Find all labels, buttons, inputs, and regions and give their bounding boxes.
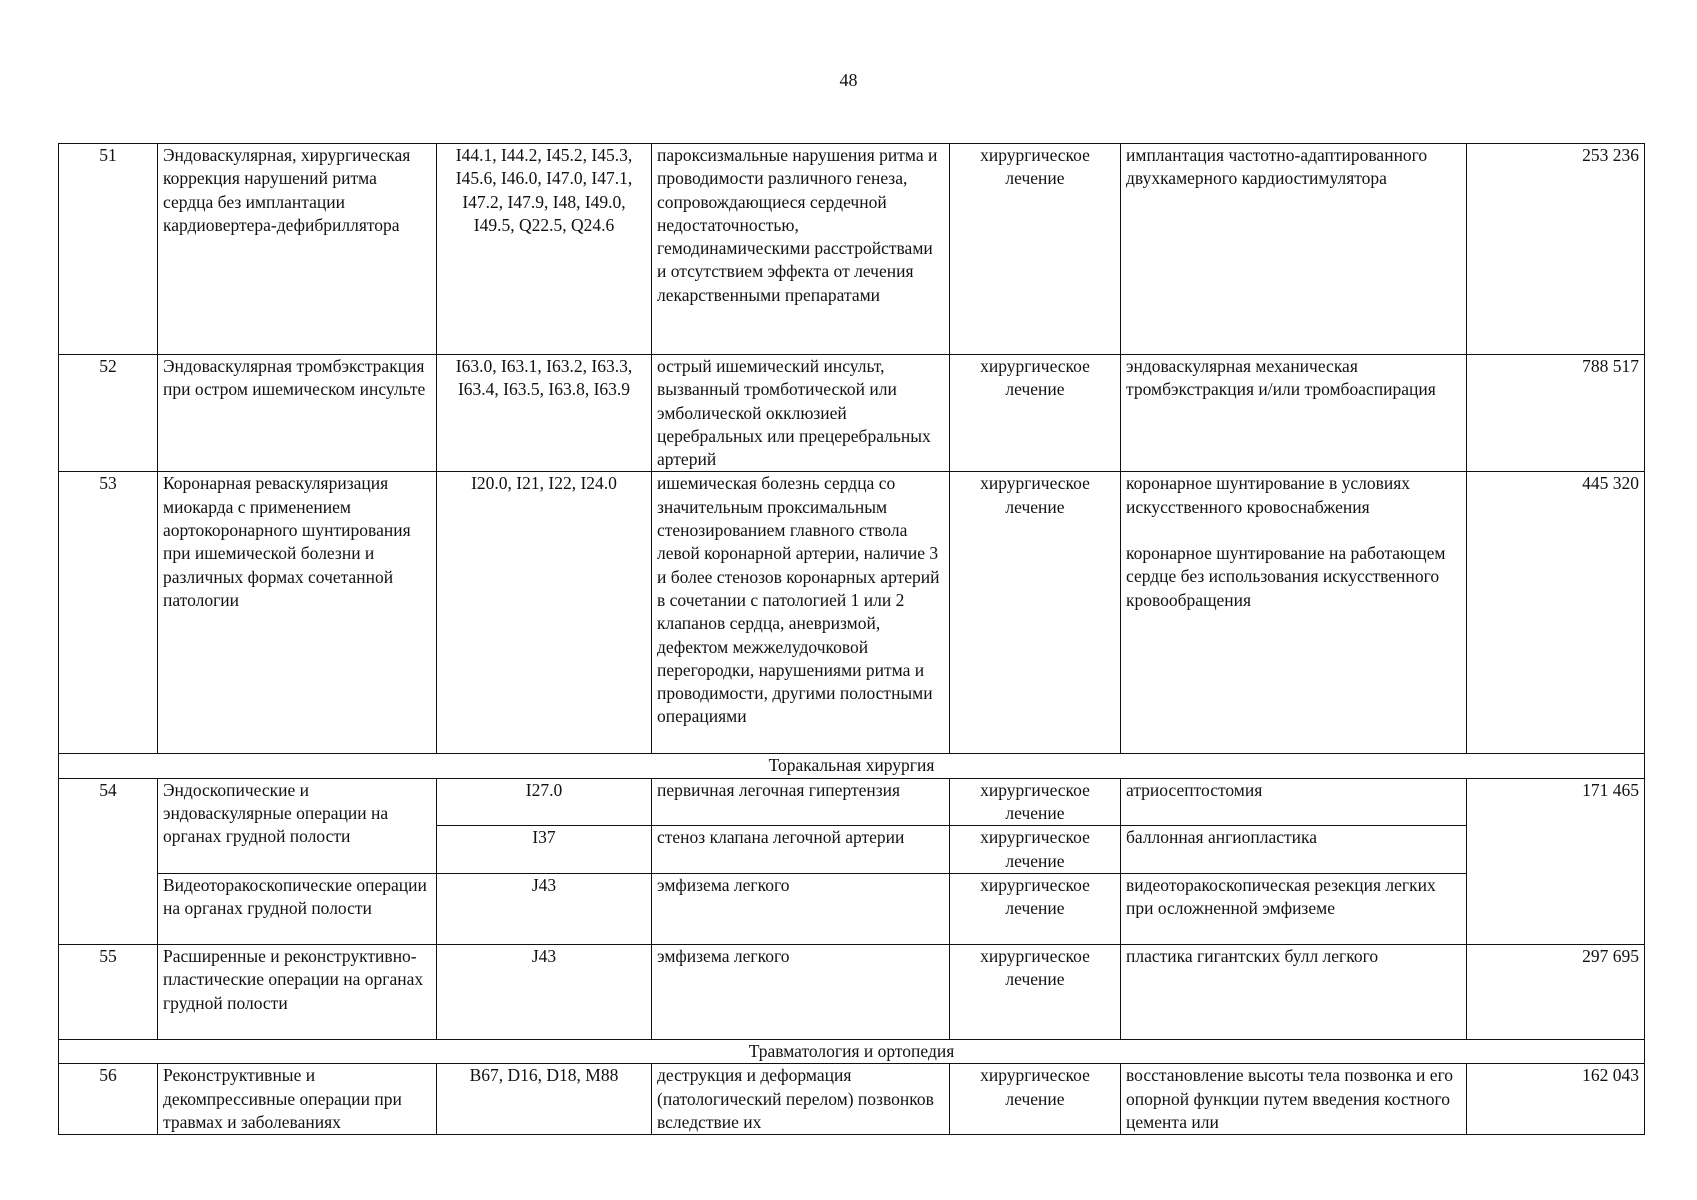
treatment-type: хирургическое лечение: [950, 355, 1121, 472]
section-title: Травматология и ортопедия: [59, 1039, 1645, 1063]
procedure-name: Реконструктивные и декомпрессивные операции при травмах и заболеваниях: [158, 1064, 437, 1135]
icd-codes: J43: [437, 944, 652, 1039]
table-row: [59, 1064, 1645, 1135]
patient-model: стеноз клапана легочной артерии: [652, 826, 950, 874]
table-row: [59, 778, 1645, 826]
treatment-method: пластика гигантских булл легкого: [1121, 944, 1467, 1039]
treatment-type: хирургическое лечение: [950, 778, 1121, 826]
icd-codes: I63.0, I63.1, I63.2, I63.3, I63.4, I63.5, I63.8, I63.9: [437, 355, 652, 472]
icd-codes: I44.1, I44.2, I45.2, I45.3, I45.6, I46.0, I47.0, I47.1, I47.2, I47.9, I48, I49.0, I49.5, Q22.5, Q24.6: [437, 144, 652, 355]
treatment-type: хирургическое лечение: [950, 944, 1121, 1039]
icd-codes: I20.0, I21, I22, I24.0: [437, 472, 652, 754]
row-number: 52: [59, 355, 158, 472]
treatment-type: хирургическое лечение: [950, 873, 1121, 944]
row-number: 54: [59, 778, 158, 944]
section-header-row: [59, 1039, 1645, 1063]
procedure-name: Эндоваскулярная, хирургическая коррекция нарушений ритма сердца без имплантации кардиовертера-дефибриллятора: [158, 144, 437, 355]
patient-model: острый ишемический инсульт, вызванный тромботической или эмболической окклюзией церебральных или прецеребральных артерий: [652, 355, 950, 472]
treatment-method: восстановление высоты тела позвонка и его опорной функции путем введения костного цемента или: [1121, 1064, 1467, 1135]
table-row: [59, 144, 1645, 355]
cost-norm: 445 320: [1467, 472, 1645, 754]
icd-codes: I27.0: [437, 778, 652, 826]
procedure-name: Коронарная реваскуляризация миокарда с применением аортокоронарного шунтирования при ишемической болезни и различных формах сочетанной патологии: [158, 472, 437, 754]
section-header-row: [59, 754, 1645, 778]
table-row: [59, 355, 1645, 472]
treatment-type: хирургическое лечение: [950, 826, 1121, 874]
treatment-method: эндоваскулярная механическая тромбэкстракция и/или тромбоаспирация: [1121, 355, 1467, 472]
patient-model: эмфизема легкого: [652, 944, 950, 1039]
row-number: 55: [59, 944, 158, 1039]
table-row: [59, 873, 1645, 944]
row-number: 53: [59, 472, 158, 754]
cost-norm: 788 517: [1467, 355, 1645, 472]
icd-codes: I37: [437, 826, 652, 874]
treatment-method: [1121, 472, 1467, 754]
treatment-method: атриосептостомия: [1121, 778, 1467, 826]
procedures-table: [58, 143, 1645, 1135]
patient-model: первичная легочная гипертензия: [652, 778, 950, 826]
cost-norm: 171 465: [1467, 778, 1645, 944]
procedure-name: Эндоваскулярная тромбэкстракция при остром ишемическом инсульте: [158, 355, 437, 472]
treatment-method: имплантация частотно-адаптированного двухкамерного кардиостимулятора: [1121, 144, 1467, 355]
treatment-type: хирургическое лечение: [950, 472, 1121, 754]
icd-codes: J43: [437, 873, 652, 944]
page-number: 48: [839, 70, 858, 90]
treatment-type: хирургическое лечение: [950, 144, 1121, 355]
row-number: 56: [59, 1064, 158, 1135]
cost-norm: 162 043: [1467, 1064, 1645, 1135]
treatment-method-option: коронарное шунтирование в условиях искусственного кровоснабжения: [1126, 473, 1411, 517]
patient-model: пароксизмальные нарушения ритма и проводимости различного генеза, сопровождающиеся сердечной недостаточностью, гемодинамическими расстройствами и отсутствием эффекта от лечения лекарственными препаратами: [652, 144, 950, 355]
procedure-name: Расширенные и реконструктивно-пластические операции на органах грудной полости: [158, 944, 437, 1039]
section-title: Торакальная хирургия: [59, 754, 1645, 778]
table-row: [59, 944, 1645, 1039]
row-number: 51: [59, 144, 158, 355]
table-row: [59, 472, 1645, 754]
cost-norm: 297 695: [1467, 944, 1645, 1039]
procedure-name: Эндоскопические и эндоваскулярные операции на органах грудной полости: [158, 778, 437, 873]
patient-model: эмфизема легкого: [652, 873, 950, 944]
procedure-name: Видеоторакоскопические операции на органах грудной полости: [158, 873, 437, 944]
icd-codes: B67, D16, D18, M88: [437, 1064, 652, 1135]
treatment-method: баллонная ангиопластика: [1121, 826, 1467, 874]
cost-norm: 253 236: [1467, 144, 1645, 355]
patient-model: ишемическая болезнь сердца со значительным проксимальным стенозированием главного ствола левой коронарной артерии, наличие 3 и более стенозов коронарных артерий в сочетании с патологией 1 или 2 клапанов сердца, аневризмой, дефектом межжелудочковой перегородки, нарушениями ритма и проводимости, другими полостными операциями: [652, 472, 950, 754]
treatment-method-option: коронарное шунтирование на работающем сердце без использования искусственного кровообращения: [1126, 543, 1446, 610]
treatment-type: хирургическое лечение: [950, 1064, 1121, 1135]
patient-model: деструкция и деформация (патологический перелом) позвонков вследствие их: [652, 1064, 950, 1135]
treatment-method: видеоторакоскопическая резекция легких при осложненной эмфиземе: [1121, 873, 1467, 944]
